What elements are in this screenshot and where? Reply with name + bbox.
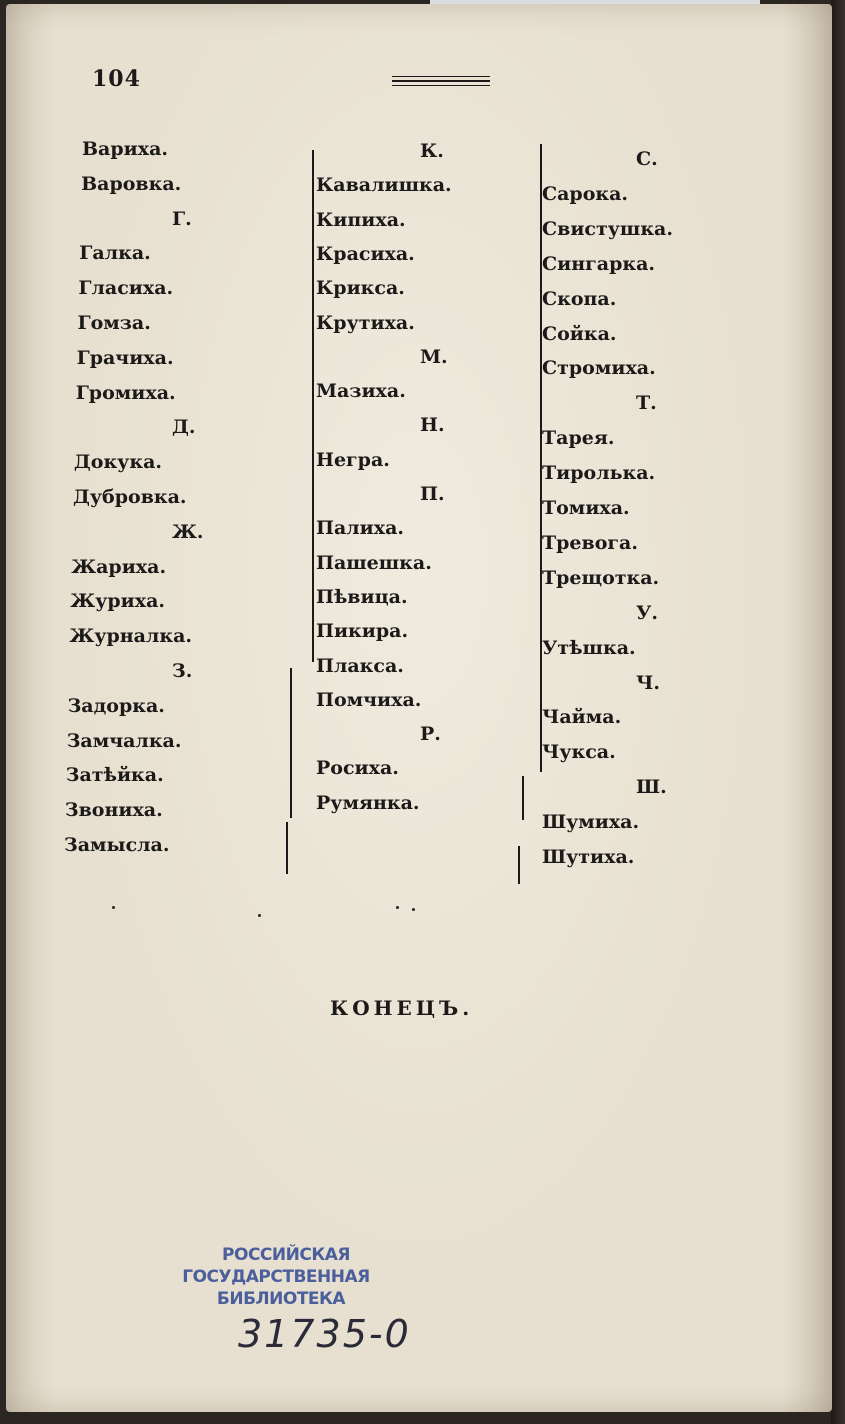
column-divider-rule: [290, 668, 292, 818]
word-entry: Негра.: [316, 448, 390, 471]
word-entry: Жариха.: [71, 555, 167, 578]
column-divider-rule: [518, 846, 520, 884]
section-letter: Д.: [172, 416, 196, 439]
word-entry: Крутиха.: [316, 311, 415, 334]
word-entry: Гомза.: [77, 312, 151, 334]
word-entry: Палиха.: [316, 517, 404, 540]
section-letter: Н.: [420, 414, 445, 437]
word-entry: Замчалка.: [66, 729, 182, 752]
stamp-line: БИБЛИОТЕКА: [216, 1289, 346, 1309]
column-divider-rule: [312, 150, 314, 662]
section-letter: Г.: [172, 207, 192, 230]
word-entry: Трещотка.: [542, 566, 660, 589]
word-entry: Докука.: [73, 451, 162, 474]
word-entry: Свистушка.: [542, 217, 673, 240]
section-letter: Р.: [420, 723, 441, 746]
section-letter: К.: [420, 140, 444, 162]
word-entry: Томиха.: [542, 497, 630, 519]
end-text: КОНЕЦЪ.: [330, 996, 474, 1020]
word-entry: Гласиха.: [78, 277, 174, 300]
word-entry: Задорка.: [67, 694, 165, 717]
stamp-line: РОССИЙСКАЯ: [222, 1245, 350, 1265]
word-entry: Чукса.: [542, 741, 616, 764]
section-letter: М.: [420, 345, 448, 368]
word-entry: Звониха.: [64, 799, 163, 822]
word-entry: Кипиха.: [316, 208, 406, 231]
header-ornament: [392, 76, 490, 90]
ink-speck: [258, 914, 261, 917]
word-entry: Затѣйка.: [65, 764, 164, 787]
inventory-number: 31735-0: [238, 1312, 411, 1356]
word-entry: Стромиха.: [542, 357, 656, 380]
word-entry: Журналка.: [69, 625, 193, 648]
word-entry: Журиха.: [70, 590, 166, 613]
column-divider-rule: [540, 144, 542, 772]
word-entry: Шумиха.: [542, 811, 640, 834]
word-entry: Сингарка.: [542, 252, 656, 275]
ink-speck: [112, 906, 115, 909]
page-edge-shadow: [831, 0, 845, 1424]
word-entry: Мазиха.: [316, 380, 406, 403]
word-entry: Варовка.: [81, 172, 182, 195]
word-entry: Пикира.: [316, 620, 409, 643]
word-entry: Дубровка.: [73, 486, 187, 508]
word-entry: Галка.: [79, 242, 151, 265]
word-entry: Грачиха.: [76, 346, 174, 369]
stamp-line: ГОСУДАРСТВЕННАЯ: [182, 1267, 370, 1287]
library-stamp: [176, 1244, 376, 1310]
column-divider-rule: [522, 776, 524, 820]
word-entry: Замысла.: [64, 834, 170, 856]
section-letter: У.: [636, 601, 659, 624]
word-entry: Скопа.: [542, 287, 617, 310]
section-letter: Ж.: [172, 520, 204, 543]
column-divider-rule: [286, 822, 288, 874]
word-entry: Сойка.: [542, 322, 617, 345]
word-entry: Шутиха.: [542, 846, 635, 868]
ink-speck: [396, 906, 399, 909]
section-letter: П.: [420, 483, 445, 505]
section-letter: С.: [636, 148, 658, 170]
word-entry: Кавалишка.: [316, 174, 452, 197]
word-entry: Росиха.: [316, 757, 399, 780]
section-letter: Ч.: [636, 671, 660, 694]
section-letter: Т.: [636, 392, 657, 415]
word-entry: Тревога.: [542, 531, 638, 554]
word-entry: Чайма.: [542, 706, 622, 729]
word-entry: Тиролька.: [542, 462, 656, 485]
section-letter: Ш.: [636, 776, 667, 799]
section-letter: З.: [172, 660, 193, 682]
word-entry: Пашешка.: [316, 551, 432, 574]
word-entry: Тарея.: [542, 427, 615, 450]
word-entry: Громиха.: [75, 381, 176, 404]
word-entry: Сарока.: [542, 182, 629, 205]
ink-speck: [412, 908, 415, 911]
word-entry: Плакса.: [316, 654, 404, 677]
word-entry: Крикса.: [316, 277, 405, 300]
word-entry: Румянка.: [316, 791, 420, 814]
word-entry: Помчиха.: [316, 688, 422, 711]
word-entry: Пѣвица.: [316, 585, 408, 608]
word-entry: Вариха.: [82, 138, 169, 160]
page-number: 104: [92, 66, 141, 92]
word-entry: Утѣшка.: [542, 636, 636, 659]
word-entry: Красиха.: [316, 242, 415, 265]
